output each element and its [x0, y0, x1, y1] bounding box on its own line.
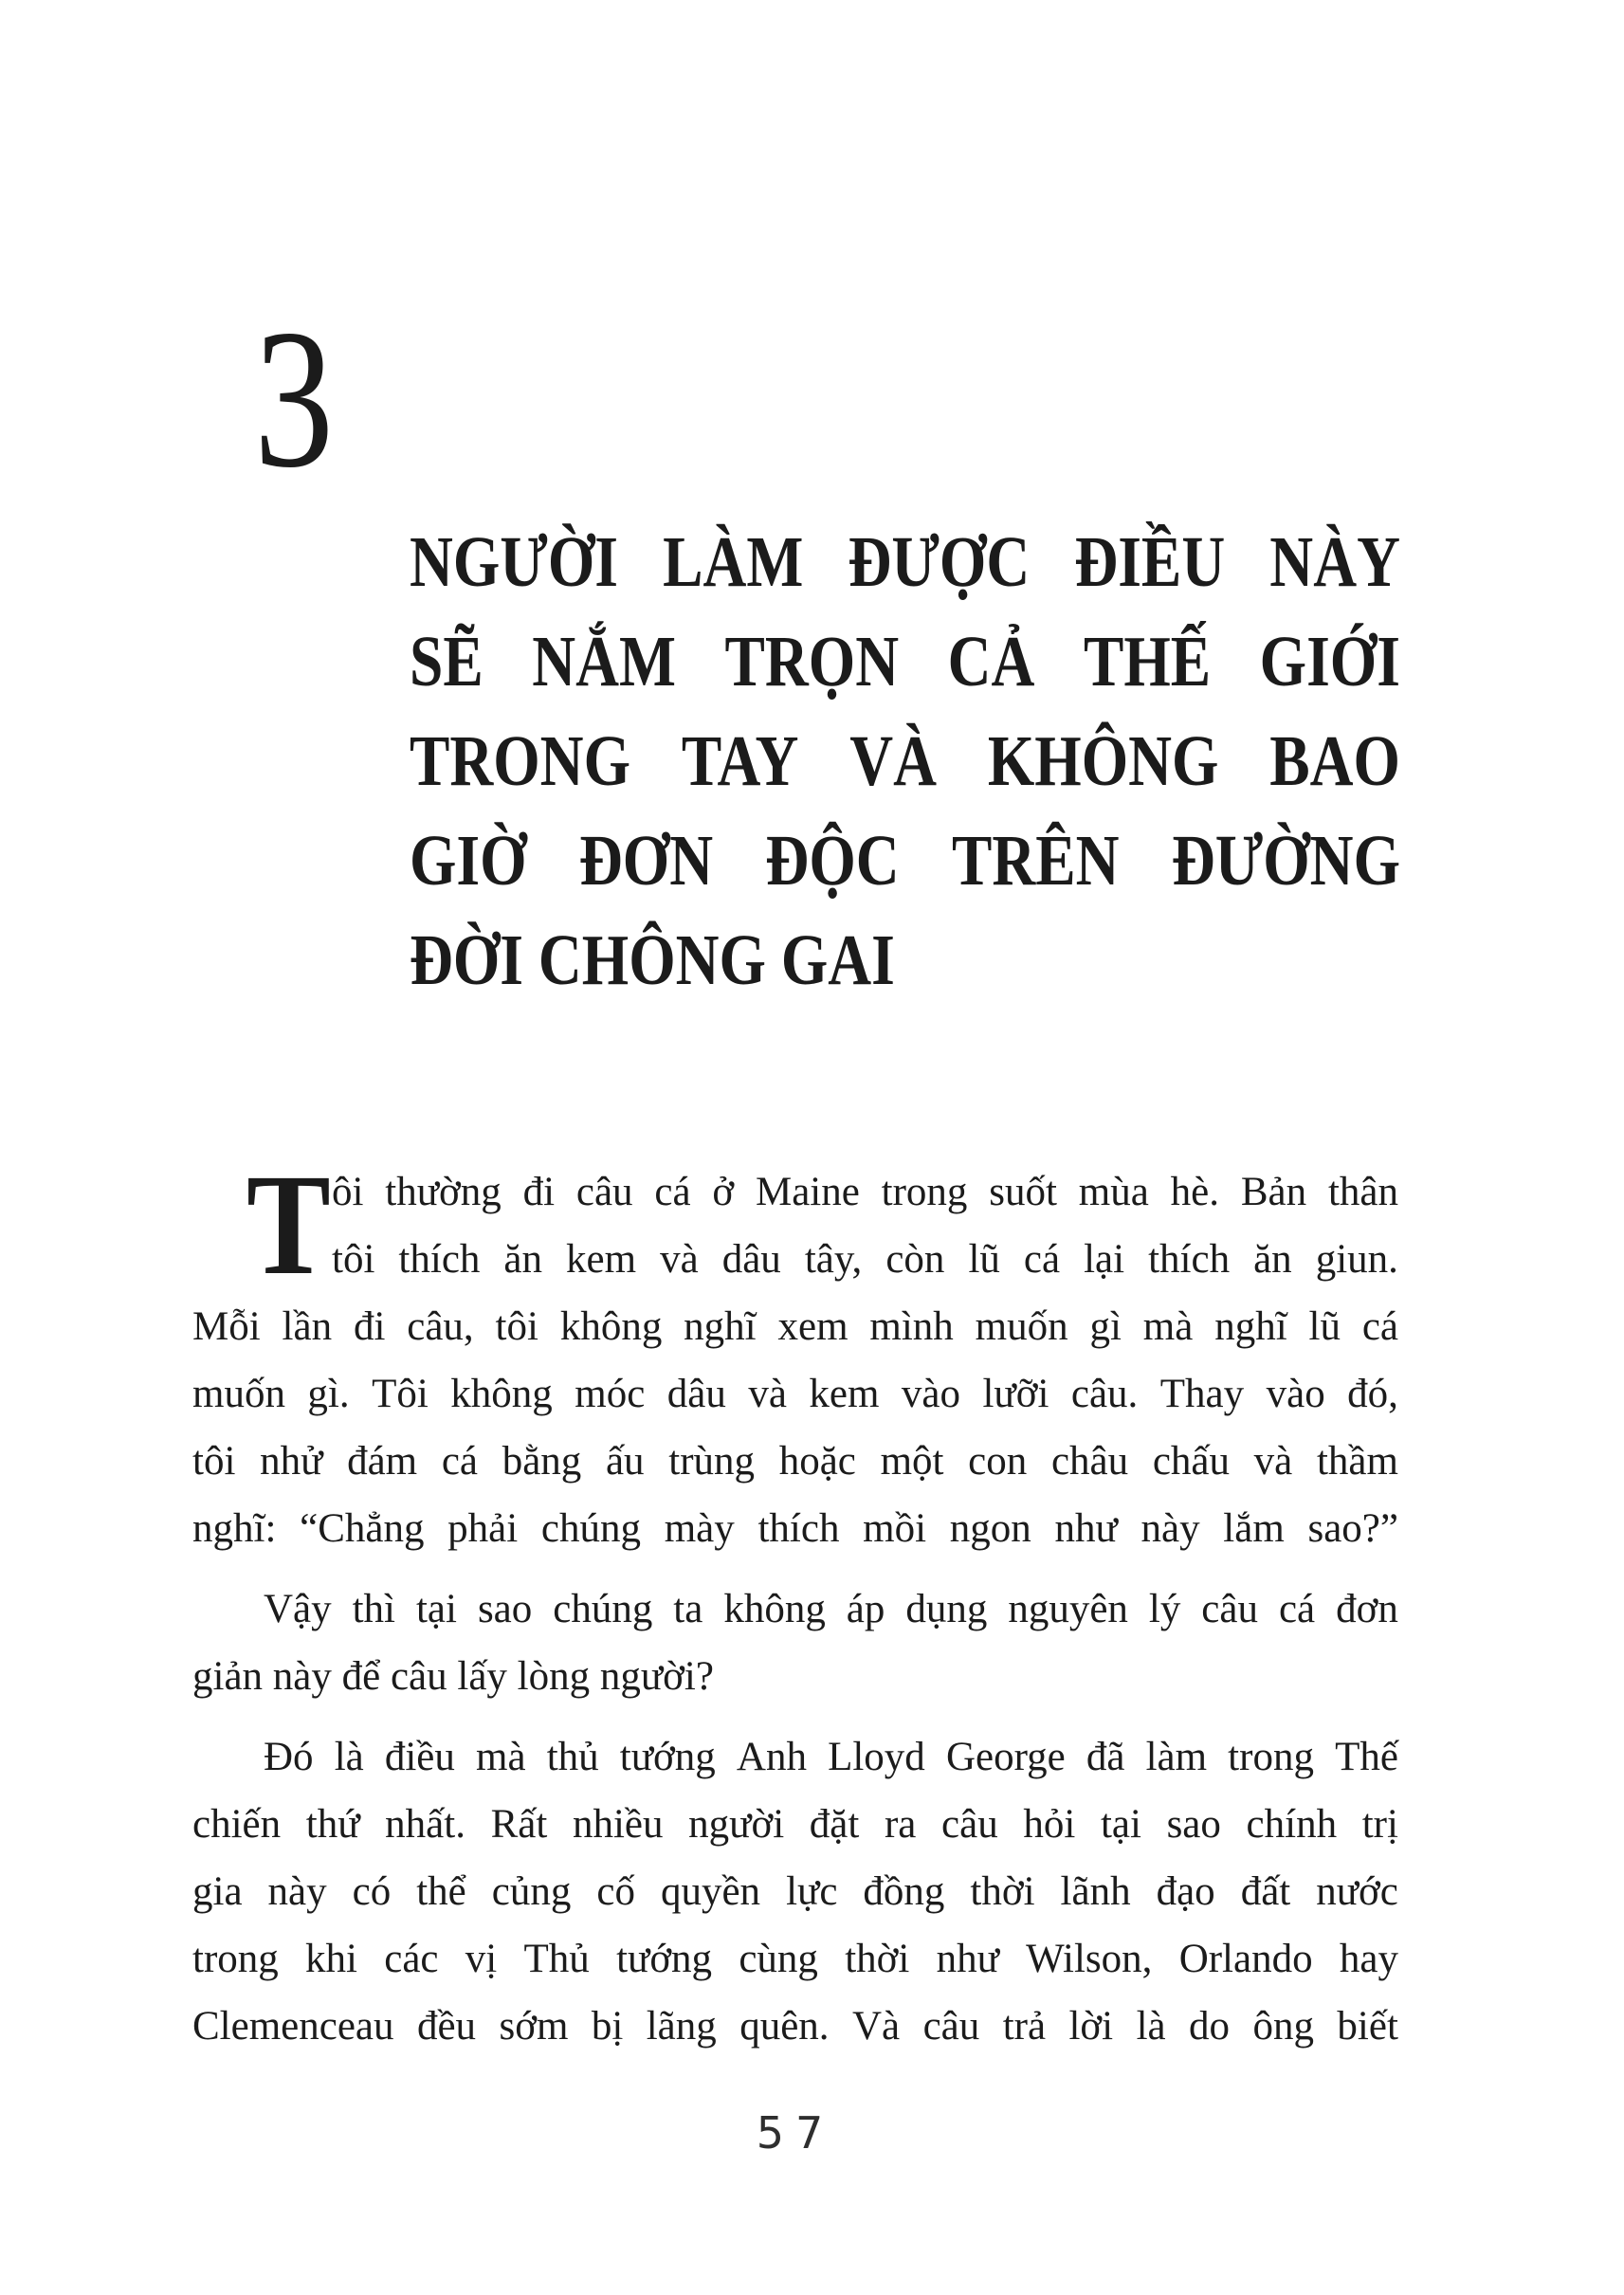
- paragraph: [192, 1723, 1398, 2060]
- chapter-number: 3: [254, 289, 334, 509]
- body-line: Mỗi lần đi câu, tôi không nghĩ xem mình muốn gì mà nghĩ lũ cá: [192, 1304, 1398, 1349]
- body-line: tôi thích ăn kem và dâu tây, còn lũ cá lại thích ăn giun.: [332, 1237, 1398, 1282]
- title-line: NGƯỜI LÀM ĐƯỢC ĐIỀU NÀY: [410, 522, 1400, 602]
- body-line: tôi nhử đám cá bằng ấu trùng hoặc một con châu chấu và thầm: [192, 1439, 1398, 1484]
- title-line: TRONG TAY VÀ KHÔNG BAO: [410, 721, 1400, 801]
- title-line: SẼ NẮM TRỌN CẢ THẾ GIỚI: [410, 622, 1400, 701]
- body-line: Đó là điều mà thủ tướng Anh Lloyd George đã làm trong Thế: [264, 1735, 1398, 1779]
- paragraph: [192, 1576, 1398, 1710]
- body-line: trong khi các vị Thủ tướng cùng thời như Wilson, Orlando hay: [192, 1937, 1398, 1981]
- body-line: gia này có thể củng cố quyền lực đồng thời lãnh đạo đất nước: [192, 1869, 1398, 1914]
- body-line: Vậy thì tại sao chúng ta không áp dụng nguyên lý câu cá đơn: [264, 1587, 1398, 1631]
- chapter-title: [410, 513, 1400, 1011]
- body-line: nghĩ: “Chẳng phải chúng mày thích mồi ngon như này lắm sao?”: [192, 1506, 1398, 1551]
- body-line: Clemenceau đều sớm bị lãng quên. Và câu trả lời là do ông biết: [192, 2004, 1398, 2049]
- body-line: giản này để câu lấy lòng người?: [192, 1654, 714, 1699]
- title-line: ĐỜI CHÔNG GAI: [410, 920, 895, 1000]
- paragraph: [192, 1145, 1398, 1562]
- body-line: muốn gì. Tôi không móc dâu và kem vào lưỡi câu. Thay vào đó,: [192, 1372, 1398, 1416]
- body-line: chiến thứ nhất. Rất nhiều người đặt ra câu hỏi tại sao chính trị: [192, 1802, 1398, 1847]
- drop-cap: T: [246, 1145, 331, 1305]
- body-text: [192, 1145, 1398, 2073]
- page-number: 57: [756, 2107, 835, 2158]
- body-line: ôi thường đi câu cá ở Maine trong suốt mùa hè. Bản thân: [332, 1170, 1398, 1214]
- title-line: GIỜ ĐƠN ĐỘC TRÊN ĐƯỜNG: [410, 821, 1400, 901]
